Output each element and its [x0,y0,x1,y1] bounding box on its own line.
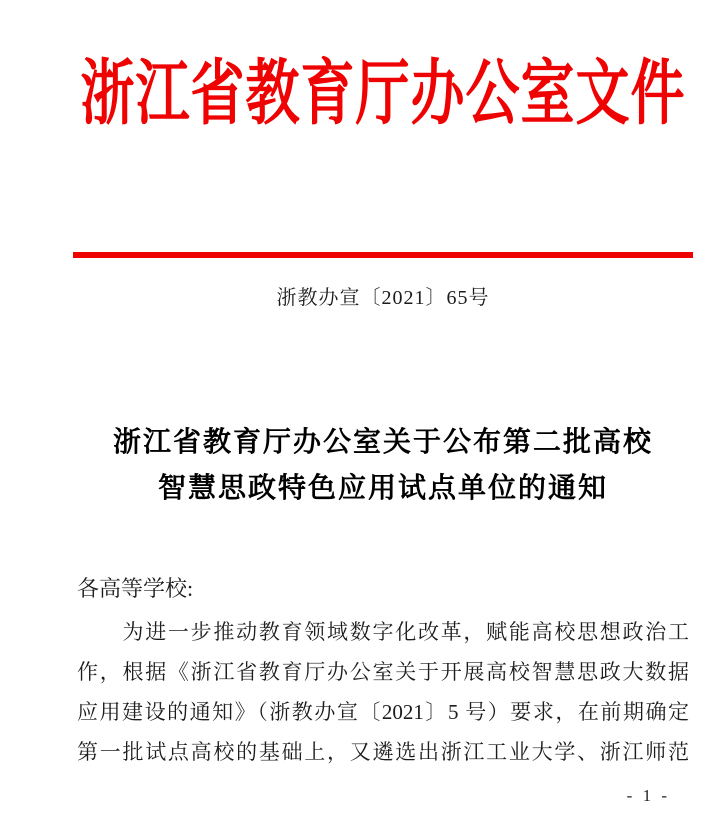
document-title [73,420,693,512]
salutation: 各高等学校: [77,576,194,601]
body-line-3: 应用建设的通知》（浙教办宣〔2021〕5 号）要求，在前期确定 [77,700,689,724]
letterhead-title: 浙江省教育厅办公室文件 [80,54,686,134]
body-line-1: 为进一步推动教育领域数字化改革，赋能高校思想政治工 [77,620,689,644]
document-title-line-1: 浙江省教育厅办公室关于公布第二批高校 [112,427,653,458]
red-separator-line [73,252,693,258]
document-title-line-2: 智慧思政特色应用试点单位的通知 [157,473,608,504]
body-line-4: 第一批试点高校的基础上，又遴选出浙江工业大学、浙江师范 [77,740,689,764]
page-number: - 1 - [626,786,670,805]
body-line-2: 作，根据《浙江省教育厅办公室关于开展高校智慧思政大数据 [77,660,689,684]
document-reference-number: 浙教办宣〔2021〕65号 [276,287,490,309]
body-paragraph [77,612,689,772]
